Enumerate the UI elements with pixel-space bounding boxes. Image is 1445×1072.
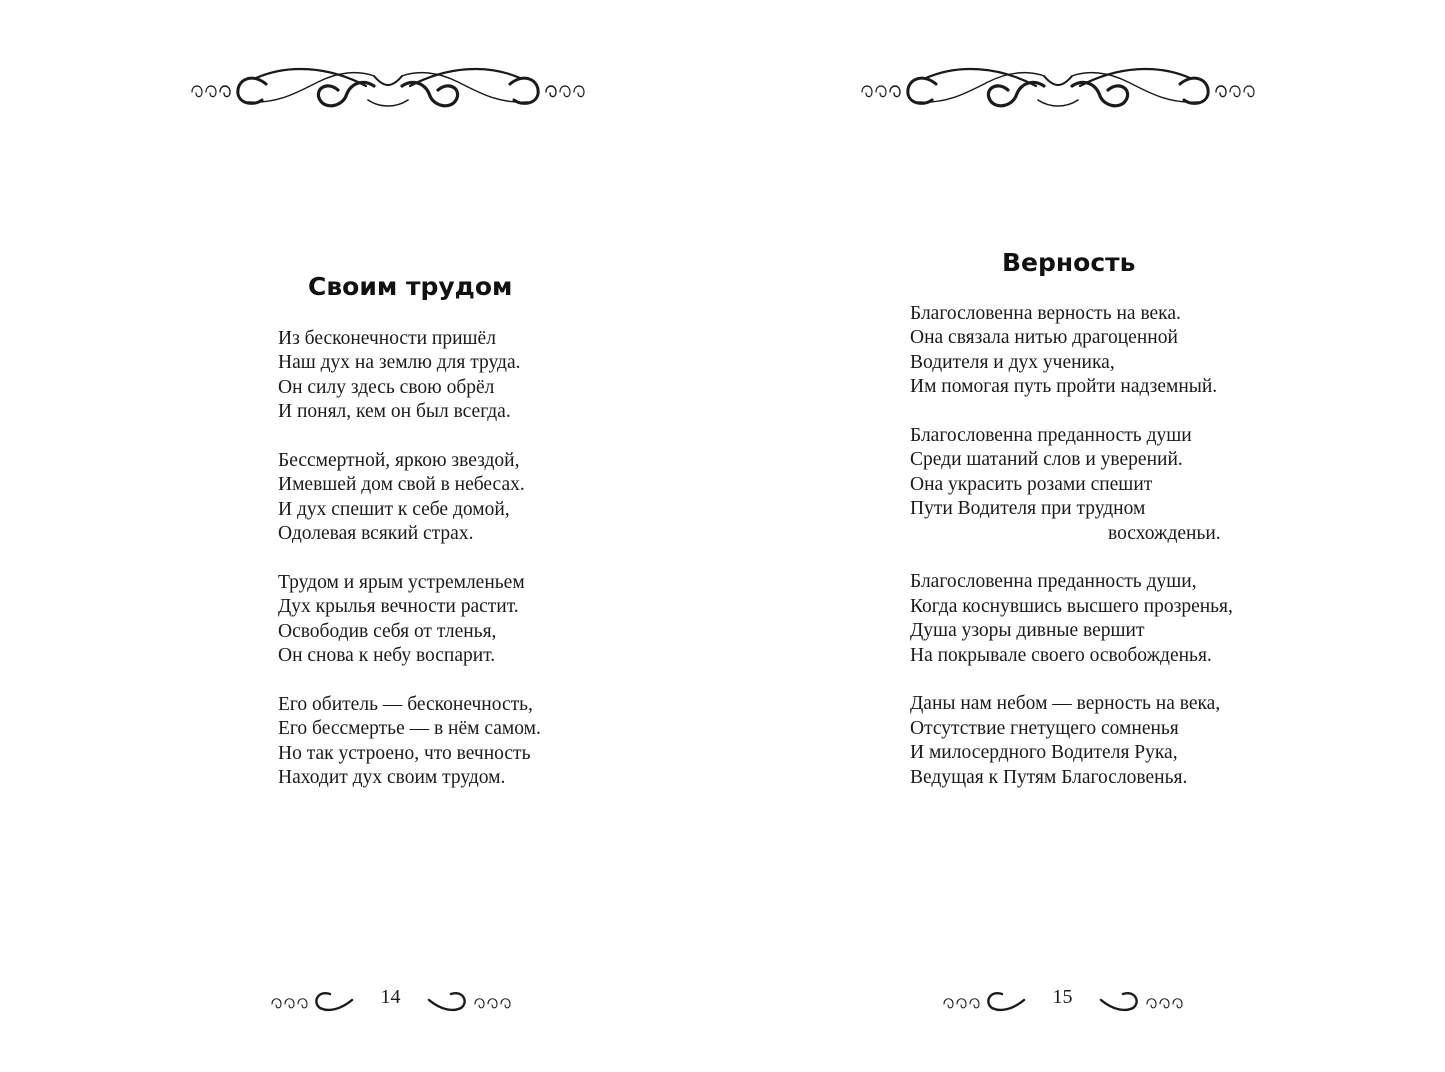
page-footer — [940, 982, 1185, 1016]
poem-line: Освободив себя от тленья, — [278, 620, 497, 642]
poem-line: Когда коснувшись высшего прозренья, — [910, 595, 1233, 617]
stanza — [910, 692, 1233, 790]
stanza — [278, 327, 541, 425]
top-flourish-ornament-icon — [188, 62, 588, 112]
poem-line: И понял, кем он был всегда. — [278, 401, 511, 423]
poem-title: Верность — [1002, 248, 1136, 277]
stanza — [278, 571, 541, 669]
poem-title: Своим трудом — [308, 272, 513, 301]
poem-line: Имевшей дом свой в небесах. — [278, 474, 525, 496]
poem-line: Из бесконечности пришёл — [278, 328, 496, 349]
poem-line: Трудом и ярым устремленьем — [278, 572, 525, 594]
poem-line: Душа узоры дивные вершит — [910, 620, 1145, 642]
poem-line: Его бессмертье — в нём самом. — [278, 718, 541, 740]
footer-flourish-right-icon — [423, 988, 513, 1012]
poem-line: Дух крылья вечности растит. — [278, 596, 519, 618]
poem-line: Его обитель — бесконечность, — [278, 694, 533, 716]
poem-line: Даны нам небом — верность на века, — [910, 693, 1221, 715]
poem-line: Он снова к небу воспарит. — [278, 645, 496, 667]
poem-line: Ведущая к Путям Благословенья. — [910, 766, 1188, 788]
poem-line: Отсутствие гнетущего сомненья — [910, 717, 1179, 739]
poem-line: Но так устроено, что вечность — [278, 742, 531, 764]
poem-line: Среди шатаний слов и уверений. — [910, 449, 1183, 471]
poem-body — [278, 327, 541, 815]
poem-line: Он силу здесь свою обрёл — [278, 376, 495, 398]
poem-line: Она связала нитью драгоценной — [910, 327, 1178, 349]
poem-line: Бессмертной, яркою звездой, — [278, 450, 520, 472]
poem-line: Благословенна верность на века. — [910, 303, 1181, 324]
poem-line: Наш дух на землю для труда. — [278, 352, 521, 374]
poem-line: На покрывале своего освобожденья. — [910, 644, 1212, 666]
top-flourish-ornament-icon — [858, 62, 1258, 112]
stanza — [910, 302, 1233, 400]
page-number: 15 — [1052, 986, 1073, 1008]
right-page — [722, 0, 1445, 1072]
poem-line: Одолевая всякий страх. — [278, 523, 474, 545]
poem-line: Пути Водителя при трудном — [910, 498, 1146, 520]
poem-line: Им помогая путь пройти надземный. — [910, 376, 1218, 398]
stanza — [278, 449, 541, 547]
poem-line: И дух спешит к себе домой, — [278, 498, 510, 520]
stanza — [278, 693, 541, 791]
stanza — [910, 424, 1233, 546]
poem-line: Благословенна преданность души — [910, 425, 1192, 447]
stanza — [910, 570, 1233, 668]
poem-line: Благословенна преданность души, — [910, 571, 1197, 593]
poem-line-continuation: восхожденьи. — [1108, 522, 1221, 544]
poem-body — [910, 302, 1233, 814]
left-page — [0, 0, 722, 1072]
footer-flourish-right-icon — [1095, 988, 1185, 1012]
page-number: 14 — [380, 986, 401, 1008]
page-footer — [268, 982, 513, 1016]
poem-line: И милосердного Водителя Рука, — [910, 742, 1178, 764]
poem-line: Находит дух своим трудом. — [278, 767, 506, 789]
poem-line: Водителя и дух ученика, — [910, 351, 1115, 373]
poem-line: Она украсить розами спешит — [910, 473, 1153, 495]
